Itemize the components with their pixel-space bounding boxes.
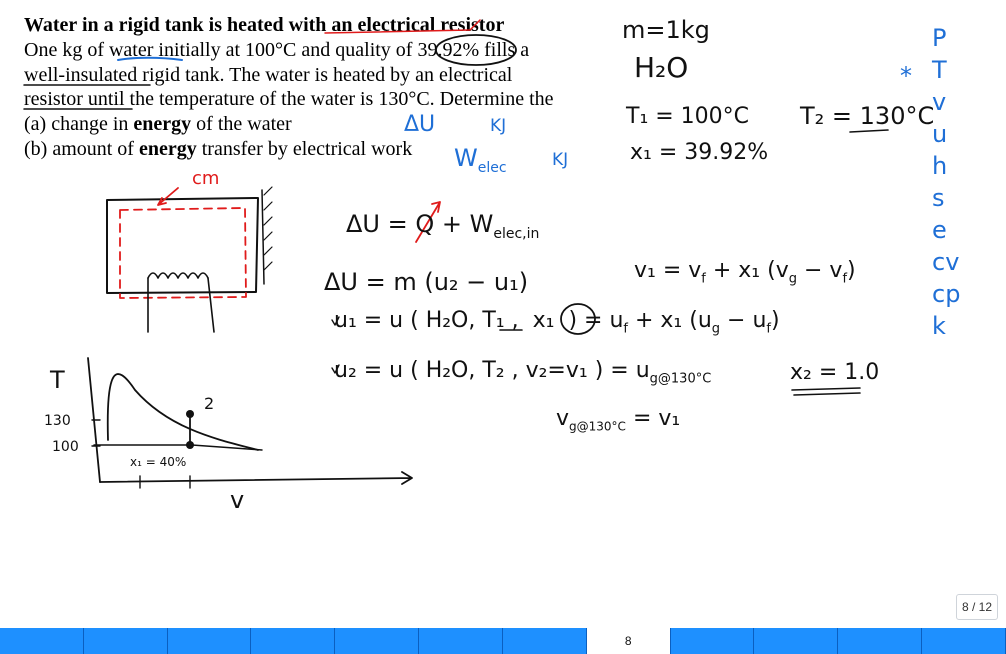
tv-label-100: 100 [52, 439, 79, 455]
property-item: cv [932, 248, 960, 276]
x2-underline [792, 388, 860, 395]
nav-page-1[interactable] [0, 628, 84, 654]
nav-page-12[interactable] [922, 628, 1006, 654]
property-item: P [932, 24, 947, 52]
quality-value: 39.92% [417, 38, 480, 61]
t2-underline [850, 130, 888, 132]
given-fluid: H₂O [634, 51, 689, 84]
nav-page-5[interactable] [335, 628, 419, 654]
resistor-leads [148, 278, 214, 332]
underline-water [118, 58, 182, 60]
property-item: k [932, 312, 946, 340]
problem-line-2: well-insulated rigid tank. The water is heated by an electrical [24, 63, 513, 86]
property-item: u [932, 120, 948, 148]
nav-page-current[interactable]: 8 [587, 628, 671, 654]
tv-label-v: v [230, 486, 245, 514]
tv-label-x1: x₁ = 40% [130, 455, 187, 469]
property-item: s [932, 184, 945, 212]
nav-page-11[interactable] [838, 628, 922, 654]
problem-line-3: resistor until the temperature of the water is 130°C. Determine the [24, 88, 554, 111]
note-kj-2: KJ [552, 150, 569, 170]
tv-label-T: T [50, 366, 65, 394]
underline-title-arrow [325, 20, 480, 33]
quality-circle [436, 35, 516, 65]
x1-circled: x₁ [532, 308, 555, 333]
note-welec: $W_{elec}$ [454, 144, 507, 176]
nav-page-3[interactable] [168, 628, 252, 654]
given-t2: T₂ = 130°C [800, 102, 935, 130]
vg-equation: $v_{g@130^\circ C} = v_1$ [556, 406, 681, 434]
tv-dome [108, 374, 258, 450]
problem-title: Water in a rigid tank is heated with an electrical resistor [24, 14, 505, 36]
problem-part-a: (a) change in energy of the water [24, 113, 292, 136]
tank-hatch [264, 187, 272, 270]
problem-line-1: One kg of water initially at 100°C and quality of 39.92% fills a [24, 38, 530, 61]
tv-state-2 [186, 410, 194, 418]
v1-equation: $v_1 = v_f + x_1$ $(v_g - v_f)$ [634, 258, 856, 287]
nav-page-10[interactable] [754, 628, 838, 654]
tank-outline [107, 198, 258, 293]
control-mass-label: cm [192, 168, 220, 189]
page-indicator: 8 / 12 [956, 594, 998, 620]
tv-label-130: 130 [44, 413, 71, 429]
given-mass: m=1kg [622, 16, 710, 44]
given-x1: x₁ = 39.92% [630, 140, 769, 165]
property-star: * [900, 62, 912, 90]
x2-value: x₂ = 1.0 [790, 360, 880, 385]
property-item: T [932, 56, 947, 84]
u2-equation: u₂ = u ( H₂O, T₂ , v₂=v₁ ) = $u_{g@130^\circ C}$ [334, 358, 712, 387]
u1-equation: u₁ = u ( H₂O, T₁ , x₁ ) = $u_f + x_1$ $(u_g - u_f)$ [334, 308, 780, 337]
control-mass-boundary [120, 208, 246, 298]
energy-balance: $\Delta U = Q + W_{elec,in}$ [346, 210, 540, 242]
property-item: v [932, 88, 947, 116]
tv-label-state-2: 2 [204, 394, 215, 413]
nav-page-2[interactable] [84, 628, 168, 654]
tv-state-1 [186, 441, 194, 449]
given-t1: T₁ = 100°C [626, 104, 750, 129]
delta-u-equation: ΔU = m (u₂ − u₁) [324, 268, 529, 296]
resistor-coil [148, 273, 208, 278]
tv-isotherm-100 [94, 445, 262, 450]
note-delta-u: ΔU [404, 112, 436, 137]
nav-page-7[interactable] [503, 628, 587, 654]
property-item: e [932, 216, 947, 244]
nav-page-4[interactable] [251, 628, 335, 654]
note-kj-1: KJ [490, 116, 507, 136]
tv-tick-130 [92, 420, 190, 488]
problem-part-b: (b) amount of energy transfer by electrical work [24, 137, 413, 160]
nav-page-6[interactable] [419, 628, 503, 654]
page-navigation-bar [0, 628, 1006, 654]
property-item: h [932, 152, 948, 180]
nav-page-9[interactable] [671, 628, 755, 654]
cm-arrow [158, 188, 178, 205]
property-item: cp [932, 280, 961, 308]
tv-axis-x [100, 472, 412, 484]
